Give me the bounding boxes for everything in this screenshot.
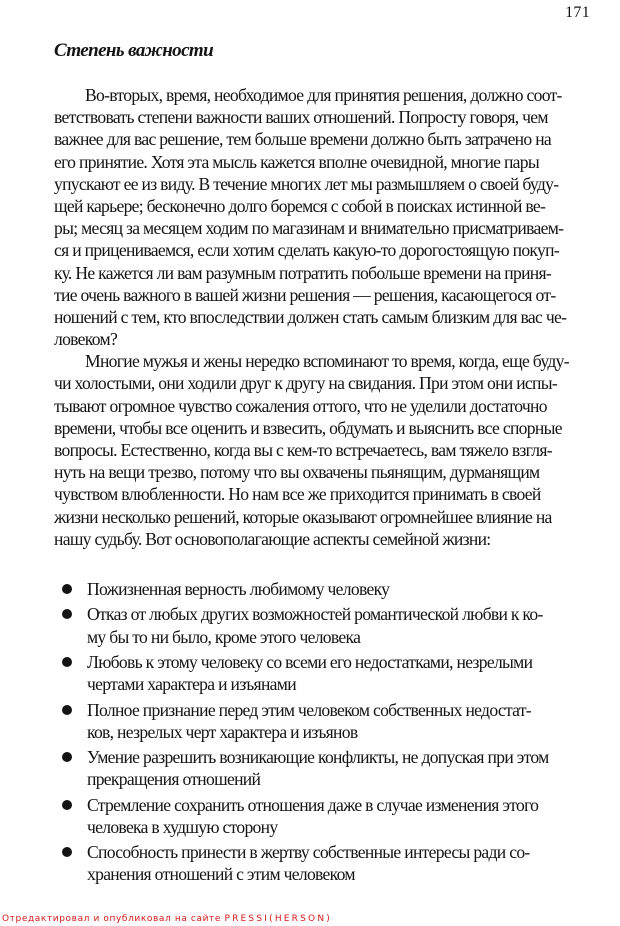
text-line: чертами характера и изъянами xyxy=(87,674,296,695)
text-line: щей карьере; бесконечно долго боремся с собой в поисках истинной ве- xyxy=(54,195,546,216)
bullet-item xyxy=(54,578,620,600)
bullet-item xyxy=(54,651,620,695)
text-line: времени, чтобы все оценить и взвесить, обдумать и выяснить все спорные xyxy=(54,417,562,438)
bullet-dot-icon xyxy=(62,705,72,715)
text-line: жизни несколько решений, которые оказывают огромнейшее влияние на xyxy=(54,506,552,527)
text-line: ношений с тем, кто впоследствии должен стать самым близким для вас че- xyxy=(54,306,567,327)
text-line: нашу судьбу. Вот основополагающие аспекты семейной жизни: xyxy=(54,528,491,549)
section-title: Степень важности xyxy=(54,40,214,61)
text-line: ков, незрелых черт характера и изъянов xyxy=(87,721,358,742)
text-line: человека в худшую сторону xyxy=(87,816,278,837)
text-line: Способность принести в жертву собственные интересы ради со- xyxy=(87,842,530,863)
bullet-item xyxy=(54,841,620,885)
text-line: вопросы. Естественно, когда вы с кем-то встречаетесь, вам тяжело взгля- xyxy=(54,440,552,460)
text-line: тие очень важного в вашей жизни решения — решения, касающегося от- xyxy=(54,284,556,305)
footer-text: Отредактировал и опубликовал на сайте xyxy=(2,914,221,924)
paragraph-1 xyxy=(54,84,620,350)
text-line: ку. Не кажется ли вам разумным потратить побольше времени на приня- xyxy=(54,262,552,283)
text-line: ся и прицениваемся, если хотим сделать какую-то дорогостоящую покуп- xyxy=(54,240,559,261)
text-line: Отказ от любых других возможностей романтической любви к ко- xyxy=(87,604,543,625)
bullet-dot-icon xyxy=(62,584,72,594)
footer-brand-link[interactable]: PRESSI(HERSON) xyxy=(224,914,332,924)
body-text xyxy=(54,84,620,550)
text-line: Во-вторых, время, необходимое для принятия решения, должно соот- xyxy=(85,85,562,105)
bullet-item xyxy=(54,699,620,743)
text-line: Многие мужья и жены нередко вспоминают то время, когда, еще буду- xyxy=(85,351,569,372)
bullet-item xyxy=(54,746,620,790)
text-line: прекращения отношений xyxy=(87,769,261,790)
text-line: Полное признание перед этим человеком собственных недостат- xyxy=(87,699,531,720)
bullet-dot-icon xyxy=(62,847,72,857)
text-line: му бы то ни было, кроме этого человека xyxy=(87,626,361,647)
bullet-item xyxy=(54,603,620,647)
text-line: Умение разрешить возникающие конфликты, не допуская при этом xyxy=(87,747,549,768)
text-line: Пожизненная верность любимому человеку xyxy=(87,579,390,599)
text-line: чувством влюбленности. Но нам все же приходится принимать в своей xyxy=(54,484,541,505)
bullet-dot-icon xyxy=(62,752,72,762)
text-line: упускают ее из виду. В течение многих лет мы размышляем о своей буду- xyxy=(54,173,559,194)
text-line: Стремление сохранить отношения даже в случае изменения этого xyxy=(87,794,539,815)
paragraph-2 xyxy=(54,350,620,550)
text-line: ры; месяц за месяцем ходим по магазинам и внимательно присматриваем- xyxy=(54,218,564,239)
text-line: его принятие. Хотя эта мысль кажется вполне очевидной, многие пары xyxy=(54,151,540,172)
text-line: нуть на вещи трезво, потому что вы охвачены пьянящим, дурманящим xyxy=(54,462,540,483)
bullet-dot-icon xyxy=(62,800,72,810)
footer-credit xyxy=(2,914,332,924)
bullet-list xyxy=(54,578,620,889)
text-line: ловеком? xyxy=(54,329,118,350)
bullet-item xyxy=(54,794,620,838)
page-number: 171 xyxy=(565,4,590,21)
text-line: ветствовать степени важности ваших отношений. Попросту говоря, чем xyxy=(54,107,548,128)
text-line: тывают огромное чувство сожаления оттого, что не уделили достаточно xyxy=(54,395,547,416)
text-line: хранения отношений с этим человеком xyxy=(87,864,355,885)
bullet-dot-icon xyxy=(62,609,72,619)
bullet-dot-icon xyxy=(62,657,72,667)
text-line: Любовь к этому человеку со всеми его недостатками, незрелыми xyxy=(87,651,533,672)
text-line: важнее для вас решение, тем больше времени должно быть затрачено на xyxy=(54,129,552,150)
text-line: чи холостыми, они ходили друг к другу на свидания. При этом они испы- xyxy=(54,373,558,394)
